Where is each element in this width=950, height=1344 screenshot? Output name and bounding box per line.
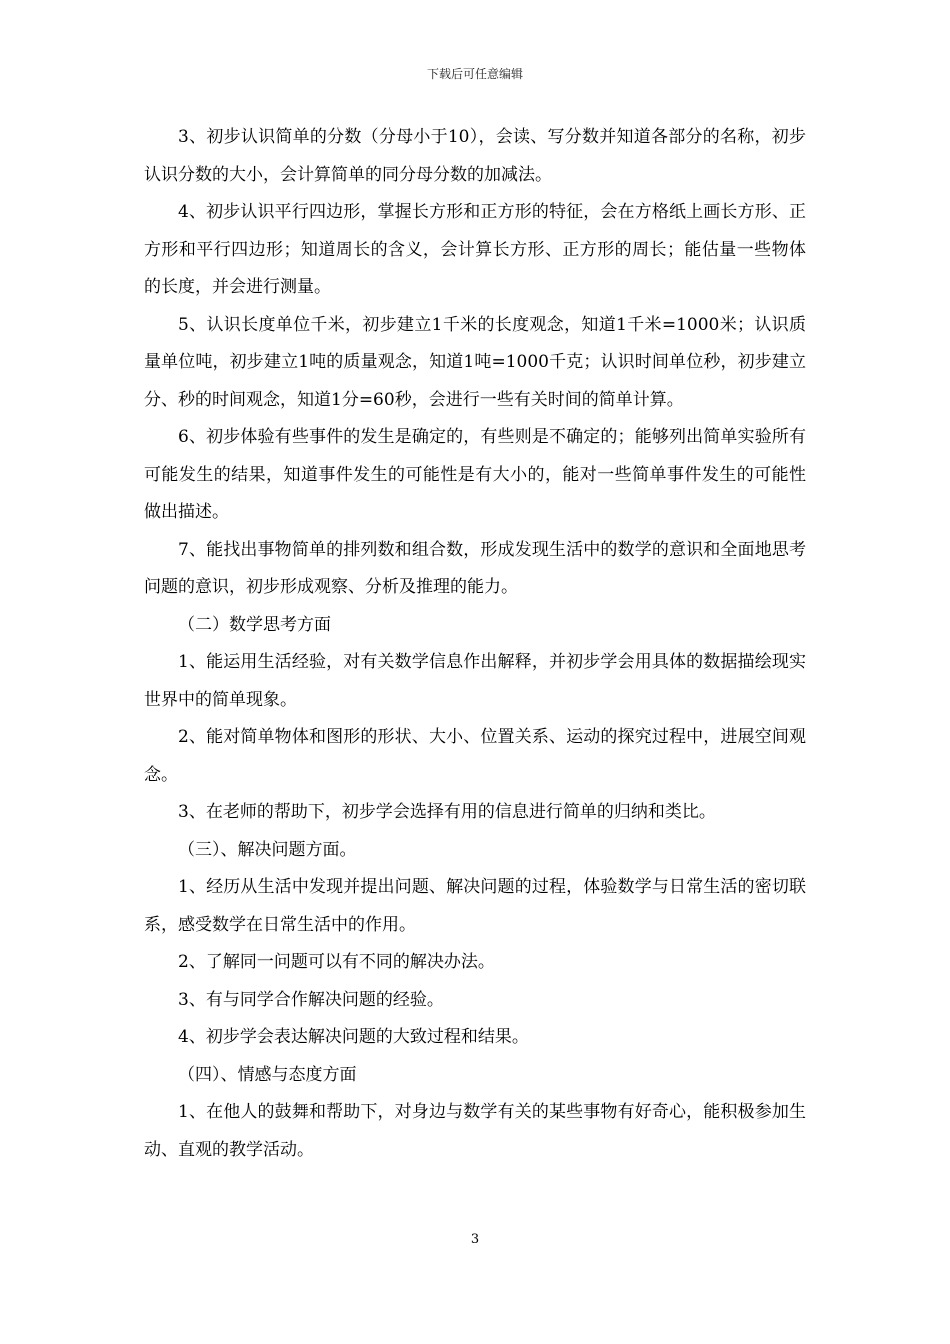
paragraph-cooperation: 3、有与同学合作解决问题的经验。 [178,989,444,1010]
section-heading-emotion-attitude: （四）、情感与态度方面 [178,1064,357,1085]
paragraph-life-experience: 1、能运用生活经验，对有关数学信息作出解释，并初步学会用具体的数据描绘现实世界中的简单现象。 [144,652,806,710]
paragraph-parallelogram: 4、初步认识平行四边形，掌握长方形和正方形的特征，会在方格纸上画长方形、正方形和平行四边形；知道周长的含义，会计算长方形、正方形的周长；能估量一些物体的长度，并会进行测量。 [144,202,806,297]
page-number: 3 [470,1232,480,1247]
paragraph-combinations: 7、能找出事物简单的排列数和组合数，形成发现生活中的数学的意识和全面地思考问题的意识，初步形成观察、分析及推理的能力。 [144,539,806,597]
page-header: 下载后可任意编辑 [426,67,523,81]
document-body [144,119,806,1169]
paragraph-express-process: 4、初步学会表达解决问题的大致过程和结果。 [178,1027,529,1047]
section-heading-math-thinking: （二）数学思考方面 [178,614,331,635]
paragraph-experience-problems: 1、经历从生活中发现并提出问题、解决问题的过程，体验数学与日常生活的密切联系，感受数学在日常生活中的作用。 [144,877,806,935]
section-heading-problem-solving: （三）、解决问题方面。 [178,839,357,860]
paragraph-probability: 6、初步体验有些事件的发生是确定的，有些则是不确定的；能够列出简单实验所有可能发生的结果，知道事件发生的可能性是有大小的，能对一些简单事件发生的可能性做出描述。 [144,427,806,522]
paragraph-spatial-concept: 2、能对简单物体和图形的形状、大小、位置关系、运动的探究过程中，进展空间观念。 [144,727,806,785]
paragraph-curiosity: 1、在他人的鼓舞和帮助下，对身边与数学有关的某些事物有好奇心，能积极参加生动、直观的教学活动。 [144,1102,806,1160]
paragraph-units: 5、认识长度单位千米，初步建立1千米的长度观念，知道1千米=1000米；认识质量单位吨，初步建立1吨的质量观念，知道1吨=1000千克；认识时间单位秒，初步建立分、秒的时间观念，知道1分=60秒，会进行一些有关时间的简单计算。 [144,314,806,410]
paragraph-different-solutions: 2、了解同一问题可以有不同的解决办法。 [178,952,495,972]
paragraph-induction: 3、在老师的帮助下，初步学会选择有用的信息进行简单的归纳和类比。 [178,802,716,822]
paragraph-fractions: 3、初步认识简单的分数（分母小于10），会读、写分数并知道各部分的名称，初步认识分数的大小，会计算简单的同分母分数的加减法。 [144,127,806,185]
